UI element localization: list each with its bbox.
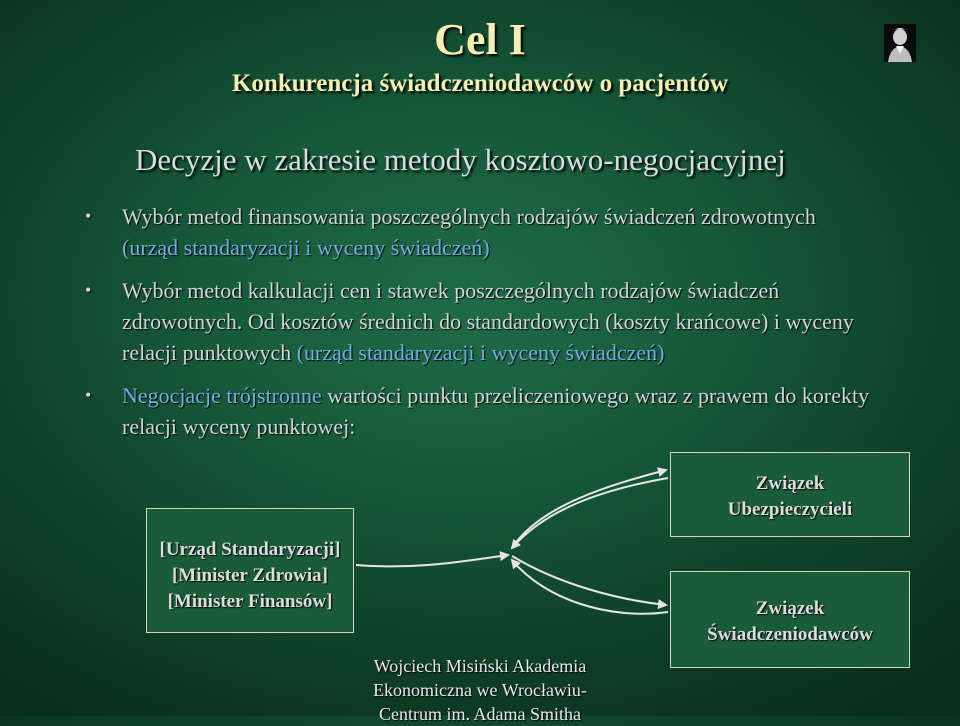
box-zwiazek-ubezpieczycieli xyxy=(670,452,910,537)
box-line: Ubezpieczycieli xyxy=(727,499,853,520)
slide-footer xyxy=(0,654,960,726)
bullet-icon: • xyxy=(85,385,92,405)
bullet-highlight: (urząd standaryzacji i wyceny świadczeń) xyxy=(122,235,490,260)
box-line: [Urząd Standaryzacji] xyxy=(159,539,341,560)
bullet-list xyxy=(85,201,875,454)
arrow-urzad-box-to-center xyxy=(356,555,508,566)
slide-subtitle: Konkurencja świadczeniodawców o pacjentów xyxy=(231,70,729,97)
box-line: Związek xyxy=(755,598,825,619)
bullet-text: Wybór metod finansowania poszczególnych rodzajów świadczeń zdrowotnych xyxy=(122,204,816,229)
bullet-highlight: Negocjacje trójstronne xyxy=(122,383,322,408)
box-line: [Minister Zdrowia] xyxy=(171,565,329,586)
box-urzad-minister xyxy=(146,508,354,633)
box-line: [Minister Finansów] xyxy=(167,591,333,612)
footer-line: Centrum im. Adama Smitha xyxy=(379,704,581,724)
arrow-urzad-to-swiad xyxy=(512,556,666,605)
bullet-highlight: (urząd standaryzacji i wyceny świadczeń) xyxy=(296,340,665,365)
footer-line: Ekonomiczna we Wrocławiu- xyxy=(373,680,587,700)
bullet-text: Wybór metod kalkulacji cen i stawek poszczególnych rodzajów świadczeń zdrowotnych. Od kosztów średnich do standardowych (koszty krańcowe) i wyceny relacji punktowych xyxy=(122,278,854,365)
box-line: Świadczeniodawców xyxy=(707,624,873,645)
bullet-item xyxy=(85,201,875,263)
bullet-icon: • xyxy=(85,280,92,300)
bullet-item xyxy=(85,275,875,368)
arrow-urzad-to-ubez xyxy=(512,470,666,548)
footer-line: Wojciech Misiński Akademia xyxy=(373,656,587,676)
bullet-text: wartości punktu przeliczeniowego wraz z prawem do korekty relacji wyceny punktowej: xyxy=(122,383,870,439)
slide-title: Cel I xyxy=(434,15,526,64)
portrait-logo xyxy=(884,24,916,62)
arrow-swiad-to-urzad xyxy=(512,560,668,614)
bullet-icon: • xyxy=(85,206,92,226)
section-heading: Decyzje w zakresie metody kosztowo-negocjacyjnej xyxy=(135,142,786,177)
bullet-item xyxy=(85,380,875,442)
arrow-ubez-to-urzad xyxy=(512,478,668,548)
box-line: Związek xyxy=(755,473,825,494)
